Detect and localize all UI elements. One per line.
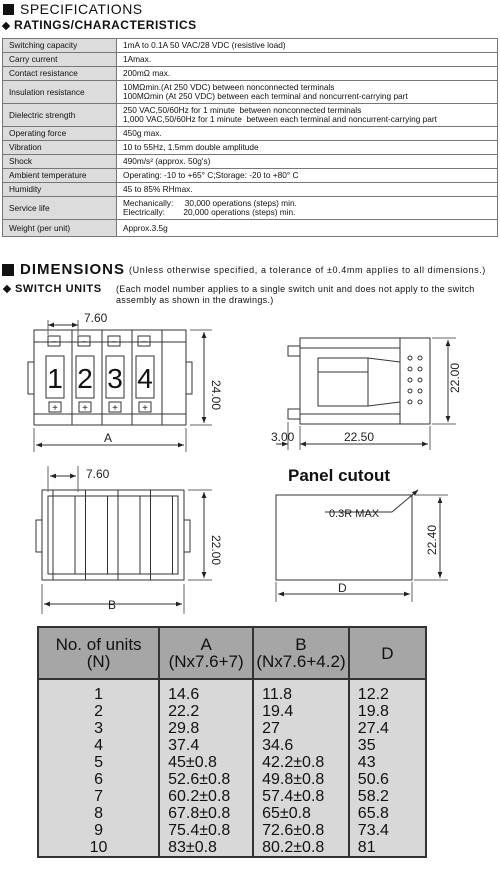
spec-label: Carry current	[3, 53, 117, 67]
terminal-pin	[418, 378, 422, 382]
terminal-pin	[418, 356, 422, 360]
digit-label: 3	[107, 363, 123, 394]
units-cell: 58.2	[349, 788, 426, 805]
spec-label: Vibration	[3, 141, 117, 155]
digit-label: 2	[77, 363, 93, 394]
terminal-pin	[408, 400, 412, 404]
units-cell: 49.8±0.8	[253, 771, 349, 788]
units-cell: 14.6	[159, 679, 253, 703]
panel-height-label: 22.40	[425, 524, 439, 556]
front-width-label: A	[104, 431, 113, 445]
front-height-label: 24.00	[209, 380, 223, 411]
spec-label: Dielectric strength	[3, 104, 117, 127]
units-cell: 10	[38, 839, 159, 857]
units-cell: 27.4	[349, 720, 426, 737]
units-header-cell	[38, 627, 159, 679]
spec-label: Shock	[3, 155, 117, 169]
spec-label: Insulation resistance	[3, 81, 117, 104]
spec-value-line: 1Amax.	[123, 54, 152, 64]
spec-label: Operating force	[3, 127, 117, 141]
plus-icon: +	[142, 403, 148, 414]
units-cell: 1	[38, 679, 159, 703]
terminal-pin	[418, 389, 422, 393]
spec-label: Switching capacity	[3, 39, 117, 53]
units-cell: 9	[38, 822, 159, 839]
digit-label: 4	[137, 363, 153, 394]
units-header-line: No. of units	[55, 635, 142, 654]
spec-value-line: 200mΩ max.	[123, 68, 171, 78]
spec-value-line: 10MΩmin.(At 250 VDC) between nonconnected terminals	[123, 82, 335, 92]
plus-icon: +	[82, 403, 88, 414]
spec-value-line: Approx.3.5g	[123, 222, 168, 233]
units-row	[38, 720, 426, 737]
units-cell: 8	[38, 805, 159, 822]
spec-value-line: Mechanically: 30,000 operations (steps) min.	[123, 198, 297, 208]
spec-label: Service life	[3, 197, 117, 220]
units-row	[38, 805, 426, 822]
panel-width-label: D	[338, 581, 347, 595]
minus-icon: −	[141, 337, 147, 348]
units-cell: 2	[38, 703, 159, 720]
panel-cutout-title: Panel cutout	[288, 466, 391, 485]
switch-unit-back	[53, 490, 75, 580]
spec-label: Weight (per unit)	[3, 220, 117, 237]
units-cell: 12.2	[349, 679, 426, 703]
terminal-pin	[408, 378, 412, 382]
switch-unit-back	[86, 490, 108, 580]
units-row	[38, 771, 426, 788]
units-header-cell	[349, 627, 426, 679]
minus-icon: −	[81, 337, 87, 348]
terminal-pin	[408, 356, 412, 360]
units-cell: 67.8±0.8	[159, 805, 253, 822]
spec-value-line: 490m/s² (approx. 50g's)	[123, 156, 211, 166]
back-height-label: 22.00	[209, 535, 223, 566]
units-row	[38, 679, 426, 703]
switch-unit-back	[151, 490, 173, 580]
units-cell: 29.8	[159, 720, 253, 737]
units-cell: 80.2±0.8	[253, 839, 349, 857]
units-cell: 4	[38, 737, 159, 754]
back-pitch-label: 7.60	[86, 467, 110, 481]
front-pitch-label: 7.60	[84, 311, 108, 325]
spec-label: Humidity	[3, 183, 117, 197]
side-depth-label: 22.50	[344, 430, 375, 444]
units-cell: 52.6±0.8	[159, 771, 253, 788]
back-width-label: B	[108, 598, 117, 612]
units-row	[38, 839, 426, 857]
ratings-title-text: RATINGS/CHARACTERISTICS	[14, 18, 197, 32]
units-row	[38, 754, 426, 771]
minus-icon: −	[51, 337, 57, 348]
front-view	[28, 320, 212, 452]
units-cell: 6	[38, 771, 159, 788]
side-offset-label: 3.00	[271, 430, 295, 444]
units-cell: 5	[38, 754, 159, 771]
units-cell: 11.8	[253, 679, 349, 703]
units-cell: 72.6±0.8	[253, 822, 349, 839]
plus-icon: +	[52, 403, 58, 414]
dimensions-title-text: DIMENSIONS	[20, 261, 126, 278]
units-row	[38, 822, 426, 839]
units-cell: 65±0.8	[253, 805, 349, 822]
units-cell: 7	[38, 788, 159, 805]
switch-unit-back	[118, 490, 140, 580]
terminal-pin	[408, 389, 412, 393]
terminal-pin	[418, 400, 422, 404]
spec-value-line: Electrically: 20,000 operations (steps) min.	[123, 207, 296, 217]
panel-radius-label: 0.3R MAX	[329, 508, 380, 520]
switch-units-note: (Each model number applies to a single switch unit and does not apply to the switch assembly as shown in the drawings.)	[116, 284, 475, 305]
back-view	[36, 466, 212, 614]
switch-units-title-text: SWITCH UNITS	[15, 283, 102, 295]
units-header-line: B	[295, 635, 307, 654]
spec-label: Contact resistance	[3, 67, 117, 81]
units-cell: 37.4	[159, 737, 253, 754]
spec-label: Ambient temperature	[3, 169, 117, 183]
units-row	[38, 703, 426, 720]
units-cell: 27	[253, 720, 349, 737]
units-cell: 50.6	[349, 771, 426, 788]
dimensions-note: (Unless otherwise specified, a tolerance of ±0.4mm applies to all dimensions.)	[129, 264, 486, 275]
terminal-pin	[408, 367, 412, 371]
units-header-line: (Nx7.6+4.2)	[256, 652, 346, 671]
plus-icon: +	[112, 403, 118, 414]
units-row	[38, 737, 426, 754]
units-header-cell	[253, 627, 349, 679]
units-header-line: (Nx7.6+7)	[168, 652, 244, 671]
units-header-cell	[159, 627, 253, 679]
spec-value-line: 1mA to 0.1A 50 VAC/28 VDC (resistive load)	[123, 40, 286, 50]
units-cell: 83±0.8	[159, 839, 253, 857]
units-row	[38, 788, 426, 805]
spec-value-line: Operating: -10 to +65° C;Storage: -20 to +80° C	[123, 170, 299, 180]
terminal-pin	[418, 367, 422, 371]
units-cell: 19.8	[349, 703, 426, 720]
units-cell: 19.4	[253, 703, 349, 720]
units-table	[37, 626, 427, 858]
units-header-line: D	[381, 643, 394, 663]
panel-cutout-view	[276, 490, 448, 602]
units-cell: 73.4	[349, 822, 426, 839]
units-cell: 22.2	[159, 703, 253, 720]
side-height-label: 22.00	[448, 362, 462, 394]
units-header-line: A	[200, 635, 212, 654]
units-cell: 65.8	[349, 805, 426, 822]
spec-value-line: 100MΩmin (At 250 VDC) between each terminal and noncurrent-carrying part	[123, 91, 408, 101]
units-header-line: (N)	[86, 652, 111, 671]
spec-value-line: 1,000 VAC,50/60Hz for 1 minute between each terminal and noncurrent-carrying part	[123, 114, 437, 124]
units-cell: 34.6	[253, 737, 349, 754]
units-cell: 57.4±0.8	[253, 788, 349, 805]
spec-value-line: 10 to 55Hz, 1.5mm double amplitude	[123, 142, 259, 152]
units-cell: 35	[349, 737, 426, 754]
units-cell: 81	[349, 839, 426, 857]
units-cell: 3	[38, 720, 159, 737]
units-cell: 45±0.8	[159, 754, 253, 771]
spec-value-line: 45 to 85% RHmax.	[123, 184, 193, 194]
spec-value-line: 250 VAC,50/60Hz for 1 minute between nonconnected terminals	[123, 105, 362, 115]
units-cell: 43	[349, 754, 426, 771]
minus-icon: −	[111, 337, 117, 348]
units-cell: 42.2±0.8	[253, 754, 349, 771]
units-cell: 75.4±0.8	[159, 822, 253, 839]
section-title-text: SPECIFICATIONS	[20, 1, 143, 17]
digit-label: 1	[47, 363, 63, 394]
spec-value-line: 450g max.	[123, 128, 162, 138]
units-cell: 60.2±0.8	[159, 788, 253, 805]
